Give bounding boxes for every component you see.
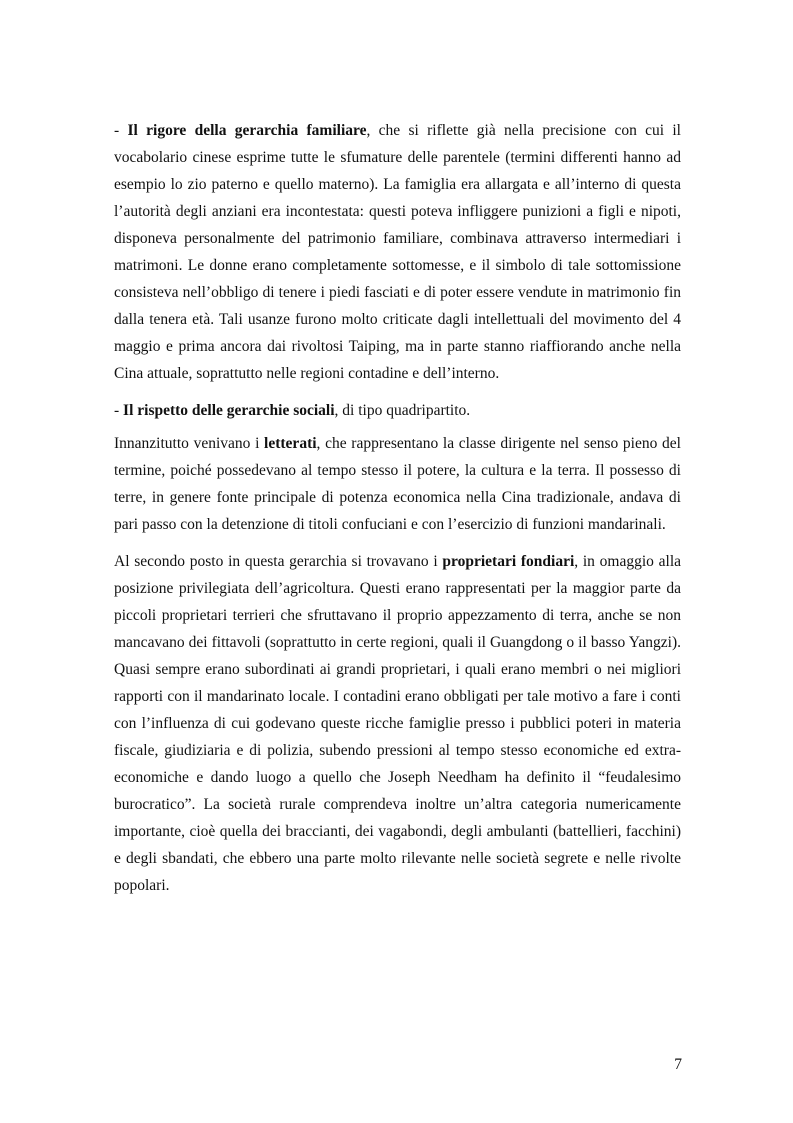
term-landowners: proprietari fondiari [442, 553, 575, 570]
paragraph-landowners [114, 548, 681, 899]
paragraph-text: , in omaggio alla posizione privilegiata dell’agricoltura. Questi erano rappresentati per la maggior parte da piccoli proprietari terrieri che sfruttavano il proprio appezzamento di terra, anche se non mancavano dei fittavoli (soprattutto in certe regioni, quali il Guangdong o il basso Yangzi). Quasi sempre erano subordinati ai grandi proprietari, i quali erano membri o nei migliori rapporti con il mandarinato locale. I contadini erano obbligati per tale motivo a fare i conti con l’influenza di cui godevano queste ricche famiglie presso i pubblici poteri in materia fiscale, giudiziaria e di polizia, subendo pressioni al tempo stesso economiche ed extra-economiche e dando luogo a quello che Joseph Needham ha definito il “feudalesimo burocratico”. La società rurale comprendeva inoltre un’altra categoria numericamente importante, cioè quella dei braccianti, dei vagabondi, degli ambulanti (battellieri, facchini) e degli sbandati, che ebbero una parte molto rilevante nelle società segrete e nelle rivolte popolari. [114, 553, 682, 894]
heading-family-hierarchy: Il rigore della gerarchia familiare [127, 122, 367, 139]
paragraph-scholars [114, 430, 681, 538]
heading-social-hierarchy: Il rispetto delle gerarchie sociali [123, 402, 335, 419]
paragraph-social-hierarchy [114, 397, 681, 424]
paragraph-text: , che si riflette già nella precisione con cui il vocabolario cinese esprime tutte le sfumature delle parentele (termini differenti hanno ad esempio lo zio paterno e quello materno). La famiglia era allargata e all’interno di questa l’autorità degli anziani era incontestata: questi poteva infliggere punizioni a figli e nipoti, disponeva personalmente del patrimonio familiare, combinava attraverso intermediari i matrimoni. Le donne erano completamente sottomesse, e il simbolo di tale sottomissione consisteva nell’obbligo di tenere i piedi fasciati e di poter essere vendute in matrimonio fin dalla tenera età. Tali usanze furono molto criticate dagli intellettuali del movimento del 4 maggio e prima ancora dai rivoltosi Taiping, ma in parte stanno riaffiorando anche nella Cina attuale, soprattutto nelle regioni contadine e dell’interno. [114, 122, 681, 382]
paragraph-lead: Al secondo posto in questa gerarchia si trovavano i [114, 553, 443, 570]
paragraph-family-hierarchy [114, 117, 681, 387]
bullet-dash: - [114, 402, 124, 419]
paragraph-lead: Innanzitutto venivano i [114, 435, 265, 452]
paragraph-text: , che rappresentano la classe dirigente nel senso pieno del termine, poiché possedevano al tempo stesso il potere, la cultura e la terra. Il possesso di terre, in genere fonte principale di potenza economica nella Cina tradizionale, andava di pari passo con la detenzione di titoli confuciani e con l’esercizio di funzioni mandarinali. [114, 435, 681, 533]
term-scholars: letterati [264, 435, 317, 452]
page-number: 7 [674, 1056, 682, 1073]
body-text [114, 117, 681, 909]
bullet-dash: - [114, 122, 128, 139]
paragraph-text: , di tipo quadripartito. [334, 402, 471, 419]
